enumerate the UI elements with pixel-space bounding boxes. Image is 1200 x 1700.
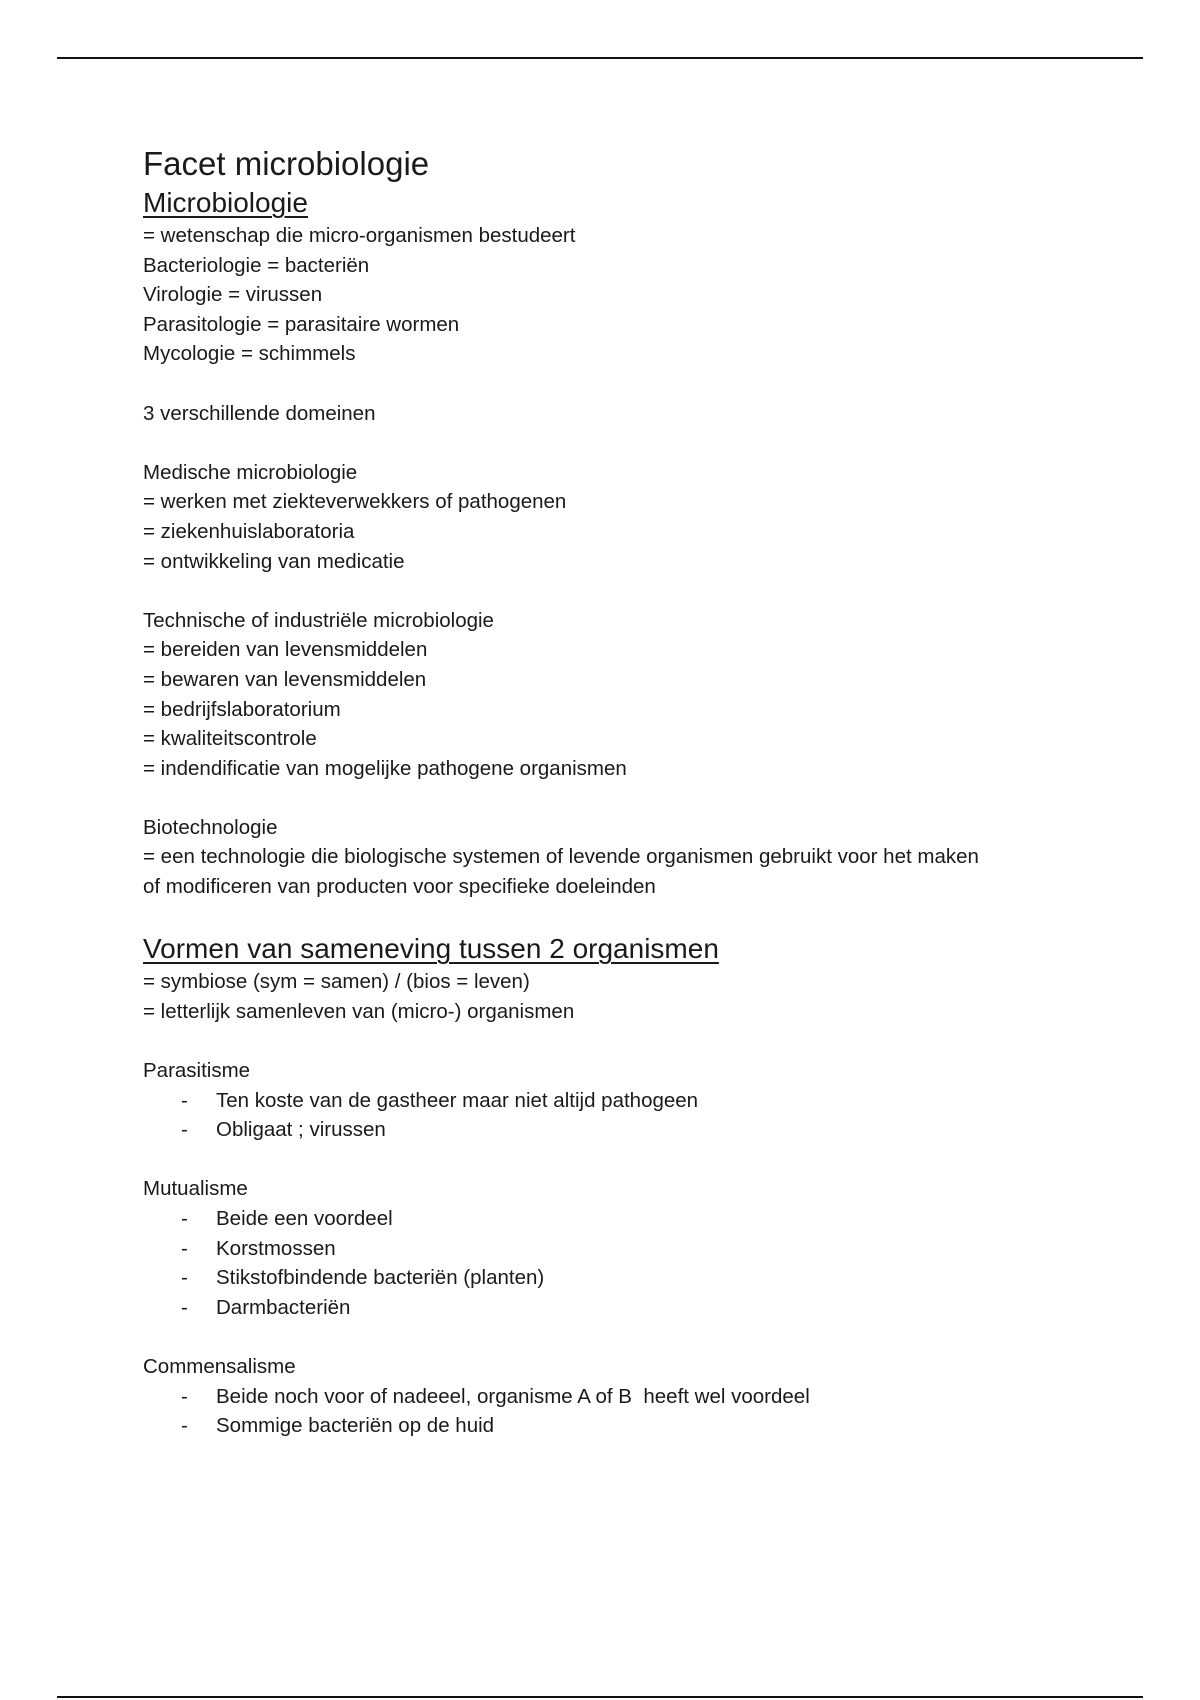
bullet-dash: -: [181, 1414, 188, 1438]
section-heading-microbiologie: Microbiologie: [143, 187, 308, 218]
bullet-dash: -: [181, 1266, 188, 1290]
document-title: Facet microbiologie: [143, 145, 430, 182]
document-body: [143, 143, 1073, 1441]
subsection-title-mutualism: Mutualisme: [143, 1177, 248, 1201]
list-item-text: Beide noch voor of nadeeel, organisme A of B heeft wel voordeel: [216, 1384, 810, 1408]
list-item: [143, 1382, 1073, 1412]
definition-line: = ziekenhuislaboratoria: [143, 519, 355, 543]
definition-line: = letterlijk samenleven van (micro-) organismen: [143, 999, 575, 1023]
subsection-title-technical: Technische of industriële microbiologie: [143, 608, 494, 632]
definition-line: Mycologie = schimmels: [143, 342, 356, 366]
list-item-text: Korstmossen: [216, 1236, 336, 1260]
definition-line: = symbiose (sym = samen) / (bios = leven): [143, 970, 530, 994]
list-item-text: Darmbacteriën: [216, 1295, 351, 1319]
list-item: [143, 1293, 1073, 1323]
definition-line: of modificeren van producten voor specifieke doeleinden: [143, 875, 656, 899]
list-item: [143, 1411, 1073, 1441]
definition-line: = bedrijfslaboratorium: [143, 697, 341, 721]
list-item: [143, 1086, 1073, 1116]
definition-line: = ontwikkeling van medicatie: [143, 549, 405, 573]
definition-line: Virologie = virussen: [143, 283, 323, 307]
list-item: [143, 1234, 1073, 1264]
subsection-title-commensalism: Commensalisme: [143, 1354, 296, 1378]
list-item: [143, 1263, 1073, 1293]
bullet-dash: -: [181, 1118, 188, 1142]
bullet-dash: -: [181, 1207, 188, 1230]
list-item: [143, 1204, 1073, 1234]
subsection-title-medical: Medische microbiologie: [143, 460, 358, 484]
definition-line: = indendificatie van mogelijke pathogene organismen: [143, 756, 627, 780]
bullet-dash: -: [181, 1088, 188, 1112]
definition-line: = kwaliteitscontrole: [143, 727, 317, 751]
bullet-list-mutualism: [143, 1204, 1073, 1322]
subsection-title-biotech: Biotechnologie: [143, 815, 278, 839]
bullet-list-commensalism: [143, 1382, 1073, 1441]
domains-line: 3 verschillende domeinen: [143, 401, 376, 425]
list-item-text: Beide een voordeel: [216, 1207, 393, 1230]
bullet-dash: -: [181, 1236, 188, 1260]
definition-line: = werken met ziekteverwekkers of pathogenen: [143, 490, 567, 514]
top-rule: [57, 57, 1143, 59]
definition-line: = wetenschap die micro-organismen bestudeert: [143, 224, 576, 247]
list-item-text: Obligaat ; virussen: [216, 1118, 386, 1142]
list-item: [143, 1115, 1073, 1145]
list-item-text: Stikstofbindende bacteriën (planten): [216, 1266, 545, 1290]
bullet-dash: -: [181, 1295, 188, 1319]
bullet-dash: -: [181, 1384, 188, 1408]
definition-line: = bewaren van levensmiddelen: [143, 667, 427, 691]
list-item-text: Sommige bacteriën op de huid: [216, 1414, 495, 1438]
list-item-text: Ten koste van de gastheer maar niet altijd pathogeen: [216, 1088, 699, 1112]
bullet-list-parasitism: [143, 1086, 1073, 1145]
bottom-rule: [57, 1696, 1143, 1698]
definition-line: = bereiden van levensmiddelen: [143, 638, 428, 662]
subsection-title-parasitism: Parasitisme: [143, 1059, 251, 1083]
definition-line: Bacteriologie = bacteriën: [143, 253, 370, 277]
definition-line: = een technologie die biologische systemen of levende organismen gebruikt voor het maken: [143, 845, 979, 869]
section-heading-symbiosis: Vormen van sameneving tussen 2 organismen: [143, 933, 719, 965]
definition-line: Parasitologie = parasitaire wormen: [143, 312, 460, 336]
